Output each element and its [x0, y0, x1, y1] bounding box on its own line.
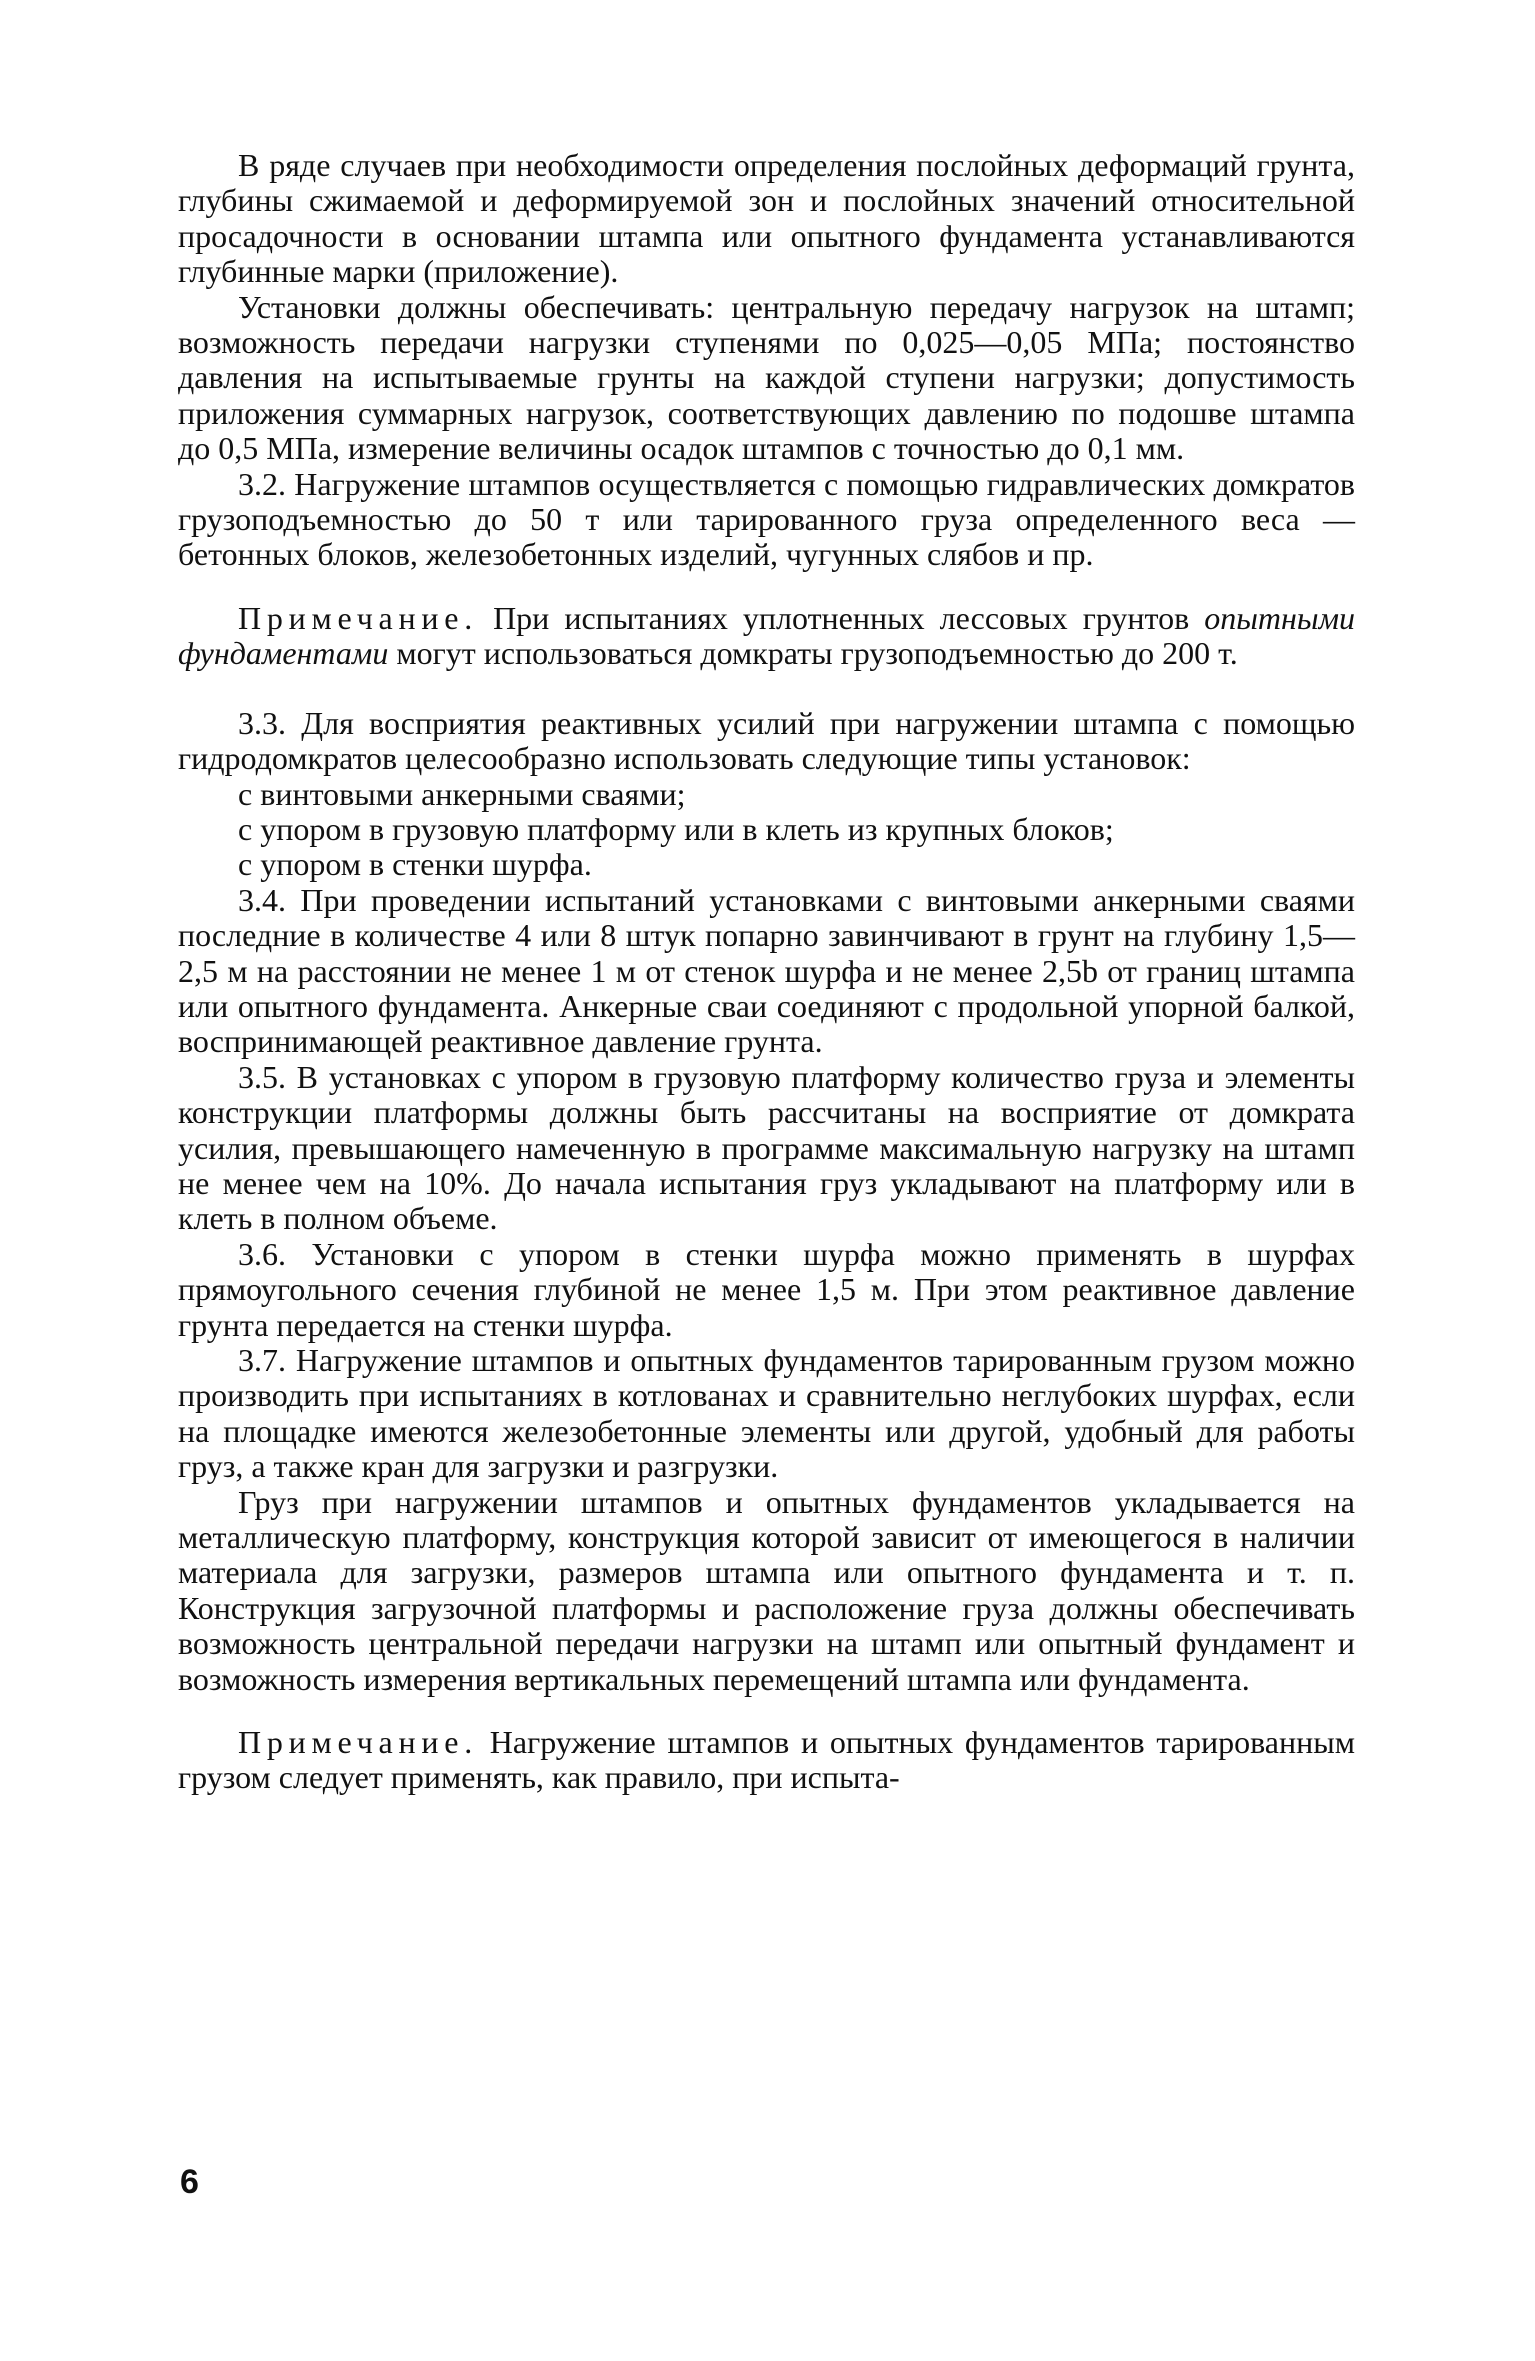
note-2-label: Примечание. — [238, 1724, 479, 1761]
note-1-text-a: При испытаниях уплотненных лессовых грунтов — [478, 599, 1205, 636]
paragraph-3-7: 3.7. Нагружение штампов и опытных фундаментов тарированным грузом можно производить при испытаниях в котлованах и сравнительно неглубоких шурфах, если на площадке имеются железобетонные элементы или другой, удобный для работы груз, а также кран для загрузки и разгрузки. — [178, 1342, 1355, 1485]
note-1 — [178, 601, 1355, 672]
paragraph-load-platform: Груз при нагружении штампов и опытных фундаментов укладывается на металлическую платформу, конструкция которой зависит от имеющегося в наличии материала для загрузки, размеров штампа или опытного фундамента и т. п. Конструкция загрузочной платформы и расположение груза должны обеспечивать возможность центральной передачи нагрузки на штамп или опытный фундамент и возможность измерения вертикальных перемещений штампа или фундамента. — [178, 1483, 1355, 1697]
paragraph-depth-marks: В ряде случаев при необходимости определения послойных деформаций грунта, глубины сжимаемой и деформируемой зон и послойных значений относительной просадочности в основании штампа или опытного фундамента устанавливаются глубинные марки (приложение). — [178, 147, 1355, 290]
note-2-text: Нагружение штампов и опытных фундаментов тарированным грузом следует применять, как правило, при испыта- — [178, 1724, 1355, 1796]
list-item: с упором в стенки шурфа. — [238, 846, 592, 883]
note-2 — [178, 1725, 1355, 1796]
list-item: с упором в грузовую платформу или в клеть из крупных блоков; — [238, 810, 1114, 847]
note-1-text-b: могут использоваться домкраты грузоподъемностью до 200 т. — [388, 635, 1238, 672]
note-1-label: Примечание. — [238, 599, 479, 636]
document-page — [178, 148, 1355, 1796]
paragraph-3-4: 3.4. При проведении испытаний установками с винтовыми анкерными сваями последние в количестве 4 или 8 штук попарно завинчивают в грунт на глубину 1,5—2,5 м на расстоянии не менее 1 м от стенок шурфа и не менее 2,5b от границ штампа или опытного фундамента. Анкерные сваи соединяют с продольной упорной балкой, воспринимающей реактивное давление грунта. — [178, 881, 1355, 1060]
paragraph-3-3: 3.3. Для восприятия реактивных усилий при нагружении штампа с помощью гидродомкратов целесообразно использовать следующие типы установок: — [178, 704, 1355, 777]
paragraph-3-6: 3.6. Установки с упором в стенки шурфа можно применять в шурфах прямоугольного сечения глубиной не менее 1,5 м. При этом реактивное давление грунта передается на стенки шурфа. — [178, 1235, 1355, 1343]
list-item: с винтовыми анкерными сваями; — [238, 775, 686, 812]
paragraph-3-2: 3.2. Нагружение штампов осуществляется с помощью гидравлических домкратов грузоподъемностью до 50 т или тарированного груза определенного веса — бетонных блоков, железобетонных изделий, чугунных слябов и пр. — [178, 465, 1355, 573]
paragraph-installation-requirements: Установки должны обеспечивать: центральную передачу нагрузок на штамп; возможность передачи нагрузки ступенями по 0,025—0,05 МПа; постоянство давления на испытываемые грунты на каждой ступени нагрузки; допустимость приложения суммарных нагрузок, соответствующих давлению по подошве штампа до 0,5 МПа, измерение величины осадок штампов с точностью до 0,1 мм. — [178, 288, 1355, 467]
paragraph-3-5: 3.5. В установках с упором в грузовую платформу количество груза и элементы конструкции платформы должны быть рассчитаны на восприятие от домкрата усилия, превышающего намеченную в программе максимальную нагрузку на штамп не менее чем на 10%. До начала испытания груз укладывают на платформу или в клеть в полном объеме. — [178, 1058, 1355, 1237]
page-number: 6 — [180, 2163, 199, 2201]
note-1-italic: опытными фундаментами — [178, 599, 1355, 672]
